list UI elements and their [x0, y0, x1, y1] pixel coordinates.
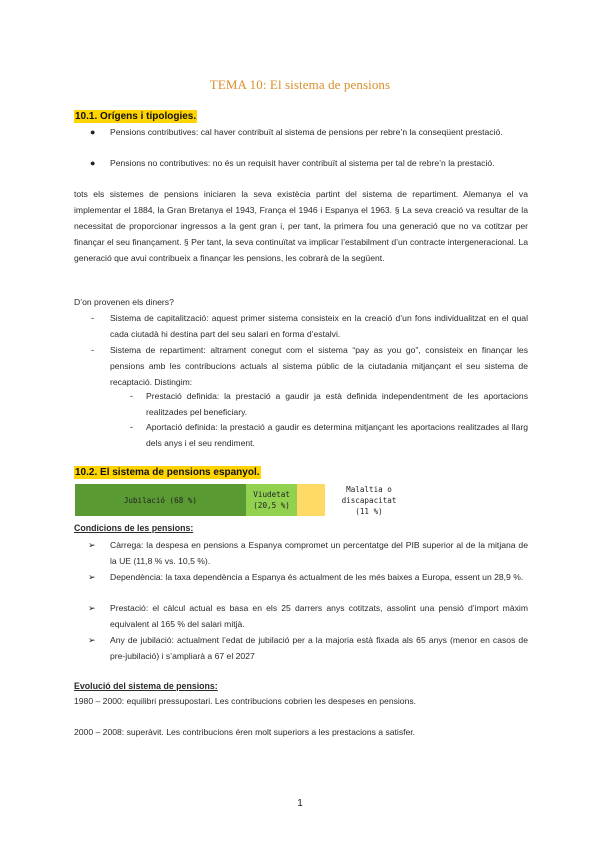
- page-number: 1: [297, 798, 303, 809]
- chart-label-malaltia: Malaltia o discapacitat (11 %): [341, 485, 397, 516]
- dash-bullet-icon: -: [130, 391, 133, 401]
- bar-segment-label-2: Viudetat (20,5 %): [253, 490, 290, 510]
- conditions-heading: Condicions de les pensions:: [74, 523, 194, 533]
- page-title: TEMA 10: El sistema de pensions: [209, 77, 391, 92]
- section-heading-1: 10.1. Orígens i tipologies.: [75, 111, 197, 122]
- sub-item-prestacio-definida: Prestació definida: la prestació a gaudir ja està definida independentment de les aportacions realitzades pel beneficiary.: [146, 391, 528, 417]
- bar-segment-3: [297, 484, 325, 516]
- arrow-bullet-icon: ➢: [88, 540, 96, 550]
- evolution-item-2000: 2000 – 2008: superàvit. Les contribucions éren molt superiors a les prestacions a satisfer.: [74, 727, 416, 737]
- dash-bullet-icon: -: [91, 313, 94, 323]
- condition-dependencia: Dependència: la taxa dependència a Espanya és actualment de les més baixes a Europa, essent un 28,9 %.: [110, 572, 524, 582]
- section-heading-2: 10.2. El sistema de pensions espanyol.: [75, 467, 260, 478]
- dash-item-capitalitzacio: Sistema de capitalització: aquest primer sistema consisteix en la creació d’un fons individualitzat en el qual cada ciutadà hi destina part del seu salari en forma d’estalvi.: [110, 313, 528, 339]
- evolution-item-1980: 1980 – 2000: equilibri pressupostari. Les contribucions cobrien les despeses en pensions.: [74, 696, 417, 706]
- bullet-item-2: Pensions no contributives: no és un requisit haver contribuït al sistema per tal de rebre’n la prestació.: [110, 158, 495, 168]
- sub-item-aportacio-definida: Aportació definida: la prestació a gaudir es determina mitjançant les aportacions realitzades al llarg dels anys i el seu rendiment.: [146, 422, 528, 448]
- dash-bullet-icon: -: [130, 422, 133, 432]
- condition-any-jubilacio: Any de jubilació: actualment l’edat de jubilació per a la majoria està fixada als 65 anys (menor en casos de pre-jubilació) i s’ampliarà a 67 el 2027: [110, 635, 528, 661]
- dash-bullet-icon: -: [91, 345, 94, 355]
- condition-prestacio: Prestació: el càlcul actual es basa en els 25 darrers anys cotitzats, assolint una pensió d’import màxim equivalent al 165 % del salari mitjà.: [110, 603, 528, 629]
- arrow-bullet-icon: ➢: [88, 635, 96, 645]
- evolution-heading: Evolució del sistema de pensions:: [74, 681, 218, 691]
- question-text: D’on provenen els diners?: [74, 297, 174, 307]
- bar-segment-1: [75, 484, 246, 516]
- pension-distribution-chart: [75, 484, 325, 516]
- arrow-bullet-icon: ➢: [88, 603, 96, 613]
- arrow-bullet-icon: ➢: [88, 572, 96, 582]
- dash-item-repartiment: Sistema de repartiment: altrament conegut com el sistema “pay as you go”, consisteix en finançar les pensions amb les contribucions actuals al sistema públic de la ciutadania mitjançant el seu sistema de recaptació. Distingim:: [110, 345, 528, 387]
- bar-segment-label-1: Jubilació (68 %): [123, 495, 197, 505]
- bullet-item-1: Pensions contributives: cal haver contribuït al sistema de pensions per rebre’n la conseqüent prestació.: [110, 127, 503, 137]
- bullet-dot-icon: ●: [90, 158, 96, 168]
- condition-carrega: Càrrega: la despesa en pensions a Espanya compromet un percentatge del PIB superior al de la mitjana de la UE (11,8 % vs. 10,5 %).: [110, 540, 528, 566]
- intro-paragraph: tots els sistemes de pensions iniciaren la seva existècia partint del sistema de repartiment. Alemanya el va implementar el 1884, la Gran Bretanya el 1943, França el 1946 i Espanya el 1963. § La seva creació va resultar de la necessitat de proporcionar ingressos a la gent gran i, per tant, la primera fou una generació que no va cotitzar per finançar el seu finançament. § Per tant, la seva continuïtat va implicar l’estabilment d’un contracte intergeneracional. La generació que avui contribueix a finançar les pensions, les cobrarà de la següent.: [74, 189, 528, 263]
- bullet-dot-icon: ●: [90, 127, 96, 137]
- bar-segment-2: [246, 484, 298, 516]
